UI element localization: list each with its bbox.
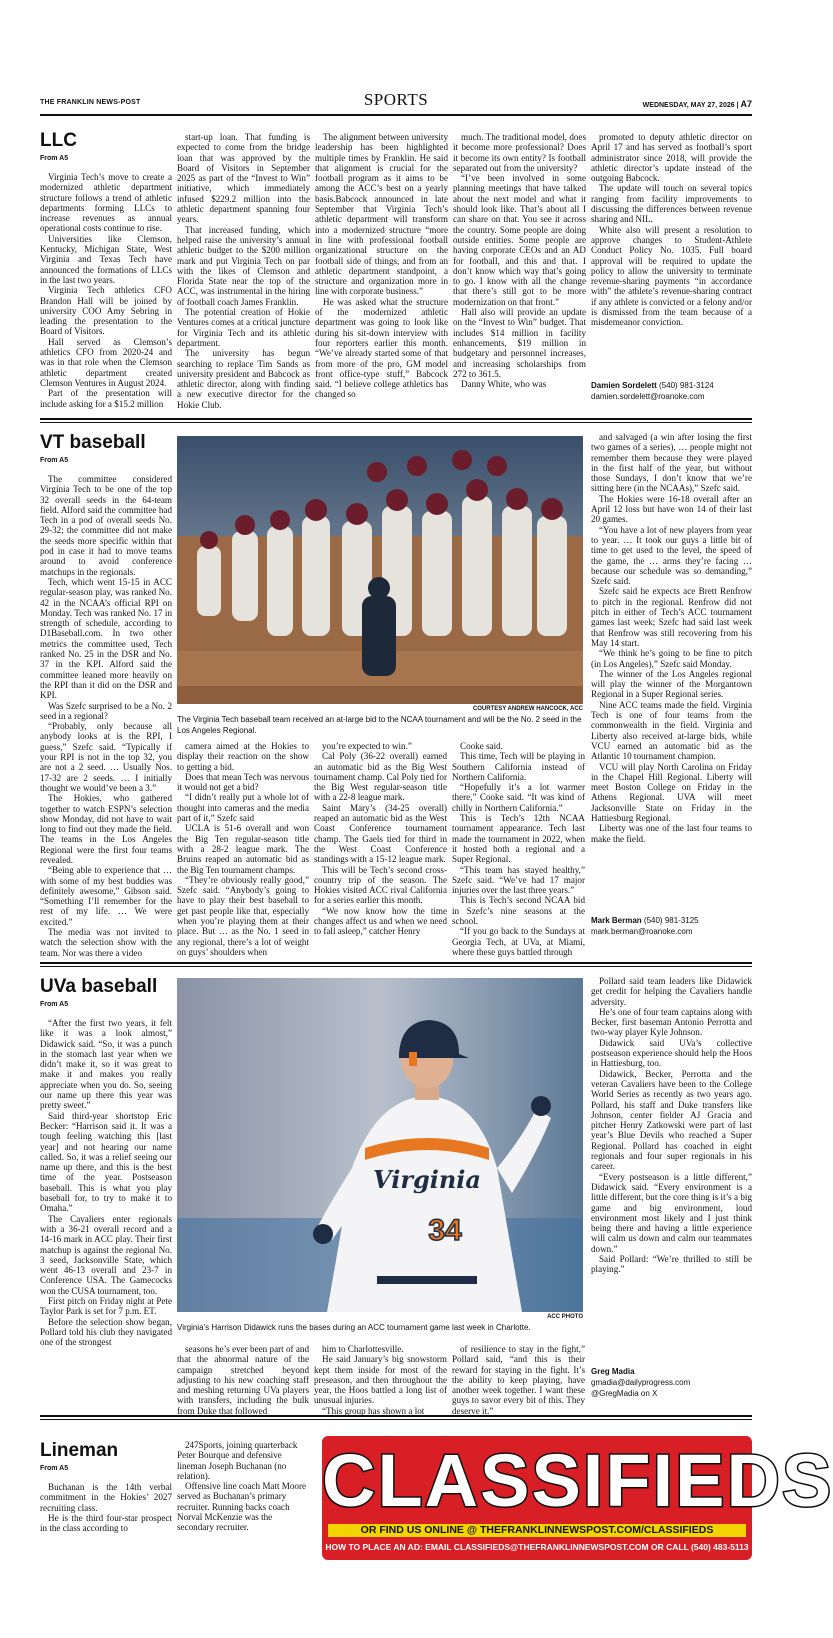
paragraph: Said third-year shortstop Eric Becker: “Harrison said it. It was a tough feeling watching this [last year] and not hearing our name called. So, it was a relief seeing our name up there, and this is the best time of the year. Postseason baseball. This is what you play baseball for, to try to make it to Omaha.” <box>40 1110 172 1214</box>
paragraph: The Hokies, who gathered together to watch ESPN’s selection show Monday, did not have to wait long to find out they made the field. The teams in the Los Angeles Regional were the first four teams revealed. <box>40 793 172 865</box>
paragraph: Offensive line coach Matt Moore served as Buchanan’s primary recruiter. Running backs coach Norval McKenzie was the secondary recruiter. <box>177 1481 307 1533</box>
paragraph: 247Sports, joining quarterback Peter Bourque and defensive lineman Joseph Buchanan (no relation). <box>177 1440 298 1481</box>
paragraph: you’re expected to win.” <box>322 741 412 751</box>
page-date: WEDNESDAY, MAY 27, 2026 | A7 <box>642 99 752 109</box>
uva-column-5 <box>591 976 752 1361</box>
paragraph: Didawick, Becker, Perrotta and the veteran Cavaliers have been to the College World Series as recently as two years ago. Pollard, his staff and Duke transfers like Johnson, center fielder AJ Gracia and pitcher Henry Zatkowski were part of last year’s Blue Devils who reached a Super Regional. Pollard has coached in eight regionals and four super regionals in his career. <box>591 1068 752 1172</box>
paragraph: The media was not invited to watch the selection show with the team. Nor was there a video <box>40 927 172 958</box>
paragraph: The Cavaliers enter regionals with a 36-21 overall record and a 14-16 mark in ACC play. Their first matchup is against the regional No. 3 seed, Jacksonville State, which went 46-13 overall and 23-7 in Conference USA. The Gamecocks won the CUSA tournament, too. <box>40 1213 172 1296</box>
paragraph: He was asked what the structure of the modernized athletic department was going to look like during his sit-down interview with four reporters earlier this month. “We’ve already started some of that from more of the pro, GM model front office-type stuff,” Babcock said. “I believe college athletics has changed so <box>315 296 448 400</box>
paragraph: The Hokies were 16-18 overall after an April 12 loss but have won 14 of their last 20 games. <box>591 493 752 525</box>
vt-column-3 <box>314 741 447 961</box>
llc-byline: Damien Sordelett (540) 981-3124 damien.sordelett@roanoke.com <box>591 381 714 401</box>
paragraph: Said Pollard: “We’re thrilled to still be playing.” <box>591 1254 752 1275</box>
llc-byline-email[interactable]: damien.sordelett@roanoke.com <box>591 392 705 401</box>
paragraph: Hall also will provide an update on the “Invest to Win” budget. That includes $14 million in facility enhancements, $19 million in budgetary and personnel increases, and increasing scholarships from 272 to 361.5. <box>453 307 586 379</box>
page-number: A7 <box>740 99 752 109</box>
paragraph: He said January’s big snowstorm kept them inside for most of the preseason, and then throughout the year, the Hoos battled a long list of unusual injuries. <box>314 1354 447 1406</box>
paragraph: Liberty was one of the last four teams to make the field. <box>591 823 752 844</box>
vt-column-2 <box>177 741 309 961</box>
paragraph: “Hopefully it’s a lot warmer there,” Cooke said. “It was kind of chilly in Northern California.” <box>452 782 585 813</box>
paragraph: Virginia Tech’s move to create a modernized athletic department structure follows a trend of athletic departments forming LLCs to increase revenues as annual operational costs continue to rise. <box>40 172 172 234</box>
uva-player-photo <box>177 978 583 1312</box>
paragraph: Nine ACC teams made the field. Virginia Tech is one of four teams from the commonwealth in the field. Virginia and Liberty also received at-large bids, while VCU earned an automatic bid as the Atlantic 10 tournament champion. <box>591 699 752 762</box>
uva-column-4 <box>452 1344 585 1414</box>
paragraph: The alignment between university leadership has been highlighted multiple times by Franklin. He said that alignment is crucial for the football program as it aims to be among the ACC’s best on a yearly basis.Babcock announced in late September that Virginia Tech’s athletic department will transform into a modernized structure “more in line with professional football organizational structure on the football side of things, and from an athletic department standpoint, a structure and organization more in line with corporate business.” <box>315 132 448 297</box>
paragraph: Danny White, who was <box>461 379 547 390</box>
paragraph: That increased funding, which helped raise the university’s annual athletic budget to the $200 million mark and put Virginia Tech on par with the likes of Clemson and Florida State near the top of the ACC, was instrumental in the hiring of football coach James Franklin. <box>177 224 310 307</box>
paragraph: Virginia Tech athletics CFO Brandon Hall will be joined by university COO Amy Sebring in leading the presentation to the Board of Visitors. <box>40 285 172 337</box>
paragraph: and salvaged (a win after losing the first two games of a series), … people might not remember them because they were played in the first half of the year, but without those Sundays, I don’t know that we’re sitting here (in the NCAAs),” Szefc said. <box>591 432 752 494</box>
paragraph: Hall served as Clemson’s athletics CFO from 2020-24 and was in that role when the Clemson athletic department created Clemson Ventures in August 2024. <box>40 336 172 388</box>
classifieds-title: CLASSIFIEDS <box>322 1439 833 1522</box>
paragraph: Before the selection show began, Pollard told his club they navigated one of the strongest <box>40 1316 172 1348</box>
lineman-column-1 <box>40 1482 172 1562</box>
vt-byline-email[interactable]: mark.berman@roanoke.com <box>591 927 693 936</box>
paragraph: Universities like Clemson, Kentucky, Michigan State, West Virginia and Texas Tech have announced the formations of LLCs in the last two years. <box>40 233 172 285</box>
uva-photo-caption: Virginia’s Harrison Didawick runs the bases during an ACC tournament game last week in Charlotte. <box>177 1323 531 1332</box>
paragraph: start-up loan. That funding is expected to come from the bridge loan that was approved by the Board of Visitors in September 2025 as part of the “Invest to Win” initiative, which immediately infused $229.2 million into the athletic department spanning four years. <box>177 132 310 225</box>
paragraph: Was Szefc surprised to be a No. 2 seed in a regional? <box>40 700 172 721</box>
paragraph: The winner of the Los Angeles regional will play the winner of the Morgantown Regional in a Super Regional series. <box>591 668 752 700</box>
paragraph: This is Tech’s second NCAA bid in Szefc’s nine seasons at the school. <box>452 895 585 927</box>
llc-column-2 <box>177 132 310 412</box>
paragraph: The update will touch on several topics ranging from facility improvements to discussing the differences between revenue sharing and NIL. <box>591 183 752 225</box>
uva-byline-email[interactable]: gmadia@dailyprogress.com <box>591 1378 691 1387</box>
paragraph: “I’ve been involved in some planning meetings that have talked about the next model and what it should look like. That’s about all I can share on that. You see it across the country. Some people are doing outside entities. Some people are having corporate CEOs and an AD for football, and this and that. I don’t know which way that’s going to go. I know with all the change that there’s still got to be more modernization on that front.” <box>453 173 586 307</box>
section-divider <box>40 962 752 964</box>
masthead <box>40 88 752 116</box>
paragraph: “We now know how the time changes affect us and when we need to fall asleep,” catcher Henry <box>314 905 447 937</box>
classifieds-ad[interactable] <box>322 1436 833 1560</box>
section-divider <box>40 418 752 420</box>
paragraph: VCU will play North Carolina on Friday in the Chapel Hill Regional. Liberty will meet Boston College on Friday in the Athens Regional. UVA will meet Jacksonville State on Friday in the Hattiesburg Regional. <box>591 761 752 823</box>
jersey-number: 34 <box>428 1214 462 1247</box>
section-divider-thin <box>40 1419 752 1420</box>
paragraph: camera aimed at the Hokies to display their reaction on the show to getting a bid. <box>177 741 309 772</box>
paragraph: The potential creation of Hokie Ventures comes at a critical juncture for Virginia Tech and its athletic department. <box>177 307 310 348</box>
paragraph: Tech, which went 15-15 in ACC regular-season play, was ranked No. 42 in the NCAA’s official RPI on Monday. Tech was ranked No. 17 in strength of schedule, according to D1Baseball.com. In two other metrics the committee used, Tech ranked No. 25 in the DSR and No. 37 in the KPI. Alford said the committee leaned more heavily on the RPI than it did on the DSR and KPI. <box>40 576 172 701</box>
paragraph: Pollard said team leaders like Didawick get credit for helping the Cavaliers handle adversity. <box>591 976 752 1007</box>
paragraph: “Being able to experience that … with some of my best buddies was definitely awesome,” Gibson said. “Something I’ll remember for the rest of my life. … We were excited.” <box>40 865 172 927</box>
llc-column-4 <box>453 132 586 412</box>
uva-column-2 <box>177 1344 309 1414</box>
vt-photo-credit: COURTESY ANDREW HANCOCK, ACC <box>472 706 583 712</box>
paragraph: Does that mean Tech was nervous it would not get a bid? <box>177 771 309 793</box>
paragraph: Szefc said he expects ace Brett Renfrow to pitch in the regional. Renfrow did not pitch in either of Tech’s ACC tournament games last week; Szefc had said last week that Renfrow was still recovering from his May 14 start. <box>591 586 752 648</box>
section-divider-thin <box>40 422 752 423</box>
paragraph: “After the first two years, it felt like it was a look almost,” Didawick said. “So, it was a punch in the stomach last year when we didn’t make it, so it was great to make it and makes you really appreciate when you do. So, seeing our name up there this year was pretty sweet.” <box>40 1018 172 1111</box>
llc-headline: LLC <box>40 130 77 151</box>
vt-photo-caption: The Virginia Tech baseball team received an at-large bid to the NCAA tournament and will be the No. 2 seed in the Los Angeles Regional. <box>177 715 582 735</box>
lineman-column-2 <box>177 1440 310 1555</box>
paragraph: This is Tech’s 12th NCAA tournament appearance. Tech last made the tournament in 2022, when it hosted both a regional and a Super Regional. <box>452 813 585 865</box>
paragraph: The committee considered Virginia Tech to be one of the top 32 overall seeds in the 64-team field. Alford said the committee had Tech in a pod of overall seeds No. 29-32; the committee did not make the seeds more specific within that pod in case it had to move teams around to avoid conference matchups in the regionals. <box>40 474 172 577</box>
paragraph: of resilience to stay in the fight,” Pollard said, “and this is their reward for staying in the fight. It’s the ability to keep playing, have another week together. I want these guys to savor every bit of this. They deserve it.” <box>452 1344 585 1416</box>
paragraph: him to Charlottesville. <box>322 1344 404 1354</box>
paragraph: First pitch on Friday night at Pete Taylor Park is set for 7 p.m. ET. <box>40 1296 172 1317</box>
paragraph: “They’re obviously really good,” Szefc said. “Anybody’s going to have to play their best baseball to get past people like that, especially when you’re playing them at their place. But … as the No. 1 seed in any regional, there’s a lot of weight on guys’ shoulders when <box>177 874 309 957</box>
paragraph: “Every postseason is a little different,” Didawick said. “Every environment is a little different, but the core thing is it’s a big game and big environment, loud environment most likely and I just think being there and having a little experience will calm us down and calm our teammates down.” <box>591 1171 752 1254</box>
llc-jump-line: From A5 <box>40 155 69 162</box>
paragraph: “This group has shown a lot <box>322 1405 425 1416</box>
llc-column-3 <box>315 132 448 412</box>
uva-jump-line: From A5 <box>40 1001 69 1008</box>
classifieds-contact[interactable]: HOW TO PLACE AN AD: EMAIL CLASSIFIEDS@THEFRANKLINNEWSPOST.COM OR CALL (540) 483-5113 <box>325 1542 749 1552</box>
paragraph: “If you go back to the Sundays at Georgia Tech, at UVa, at Miami, where these guys battled through <box>452 926 585 957</box>
vt-team-photo <box>177 436 583 704</box>
lineman-jump-line: From A5 <box>40 1465 69 1472</box>
uva-byline: Greg Madia gmadia@dailyprogress.com @GregMadia on X <box>591 1367 691 1398</box>
paragraph: Saint Mary’s (34-25 overall) reaped an automatic bid as the West Coast Conference tournament champ. The Gaels tied for third in the West Coast Conference standings with a 15-12 league mark. <box>314 802 447 865</box>
paragraph: much. The traditional model, does it become more professional? Does it become its own entity? Is football separated out from the university? <box>453 132 586 173</box>
lineman-headline: Lineman <box>40 1440 119 1461</box>
paragraph: “I didn’t really put a whole lot of thought into cameras and the media part of it,” Szefc said <box>177 792 309 824</box>
paragraph: Buchanan is the 14th verbal commitment in the Hokies’ 2027 recruiting class. <box>40 1482 172 1513</box>
paragraph: UCLA is 51-6 overall and won the Big Ten regular-season title with a 28-2 league mark. The Bruins reaped an automatic bid as the Big Ten tournament champs. <box>177 823 309 875</box>
paragraph: He’s one of four team captains along with Becker, first baseman Antonio Perrotta and two-way player Kyle Johnson. <box>591 1006 752 1038</box>
paragraph: “You have a lot of new players from year to year. … It took our guys a little bit of time to get used to the level, the speed of the game, the … arms they’re facing … because our schedule was so demanding,” Szefc said. <box>591 524 752 587</box>
uva-column-1 <box>40 1018 172 1413</box>
vt-column-1 <box>40 474 172 959</box>
paragraph: White also will present a resolution to approve changes to Student-Athlete Conduct Policy No. 1035. Full board approval will be required to update the policy to allow the university to terminate revenue-sharing payments “in accordance with” the athlete’s revenue-sharing contract if any athlete is convicted or a felony and/or is dismissed from the team because of a misdemeanor conviction. <box>591 224 752 328</box>
paragraph: seasons he’s ever been part of and that the abnormal nature of the campaign stretched beyond adjusting to his new coaching staff and meshing returning UVa players with transfers, including the bulk from Duke that followed <box>177 1344 309 1416</box>
uva-byline-social: @GregMadia on X <box>591 1389 658 1398</box>
jersey-script: Virginia <box>373 1165 481 1194</box>
newspaper-name: THE FRANKLIN NEWS-POST <box>40 99 141 106</box>
vt-headline: VT baseball <box>40 432 146 453</box>
paragraph: Didawick said UVa’s collective postseason experience should help the Hoos in Hattiesburg, too. <box>591 1037 752 1069</box>
llc-column-1 <box>40 172 172 412</box>
paragraph: “We think he’s going to be fine to pitch (in Los Angeles),” Szefc said Monday. <box>591 648 752 669</box>
paragraph: “Probably, only because all anybody looks at is the RPI, I guess,” Szefc said. “Typically if your RPI is not in the top 32, you are not a 2 seed. … Usually Nos. 17-32 are 2 seeds. … I initially thought we would’ve been a 3.” <box>40 721 172 793</box>
paragraph: promoted to deputy athletic director on April 17 and has served as football’s sport administrator since 2018, will provide the athletic director’s update instead of the outgoing Babcock. <box>591 132 752 184</box>
vt-byline: Mark Berman (540) 981-3125 mark.berman@roanoke.com <box>591 916 699 936</box>
paragraph: Part of the presentation will include asking for a $15.2 million <box>40 388 172 409</box>
paragraph: He is the third four-star prospect in the class according to <box>40 1512 172 1534</box>
section-divider <box>40 1415 752 1417</box>
uva-column-3 <box>314 1344 447 1414</box>
section-title: SPORTS <box>363 90 429 109</box>
classifieds-online-link[interactable]: OR FIND US ONLINE @ THEFRANKLINNEWSPOST.COM/CLASSIFIEDS <box>360 1524 714 1536</box>
vt-column-5 <box>591 432 752 910</box>
vt-column-4 <box>452 741 585 961</box>
paragraph: This will be Tech’s second cross-country trip of the season. The Hokies visited ACC rival California for a series earlier this month. <box>314 864 447 906</box>
paragraph: Cal Poly (36-22 overall) earned an automatic bid as the Big West tournament champ. Cal Poly tied for the Big West regular-season title with a 22-8 league mark. <box>314 751 447 803</box>
paragraph: Cooke said. <box>460 741 503 751</box>
vt-jump-line: From A5 <box>40 457 69 464</box>
paragraph: The university has begun searching to replace Tim Sands as university president and Babcock as athletic director, along with finding a new executive director for the Hokie Club. <box>177 348 310 410</box>
llc-column-5 <box>591 132 752 377</box>
section-divider-thin <box>40 966 752 967</box>
paragraph: This time, Tech will be playing in Southern California instead of Northern California. <box>452 751 585 782</box>
uva-photo-credit: ACC PHOTO <box>547 1314 583 1320</box>
paragraph: “This team has stayed healthy,” Szefc said. “We’ve had 17 major injuries over the last three years.” <box>452 864 585 896</box>
uva-headline: UVa baseball <box>40 976 158 997</box>
